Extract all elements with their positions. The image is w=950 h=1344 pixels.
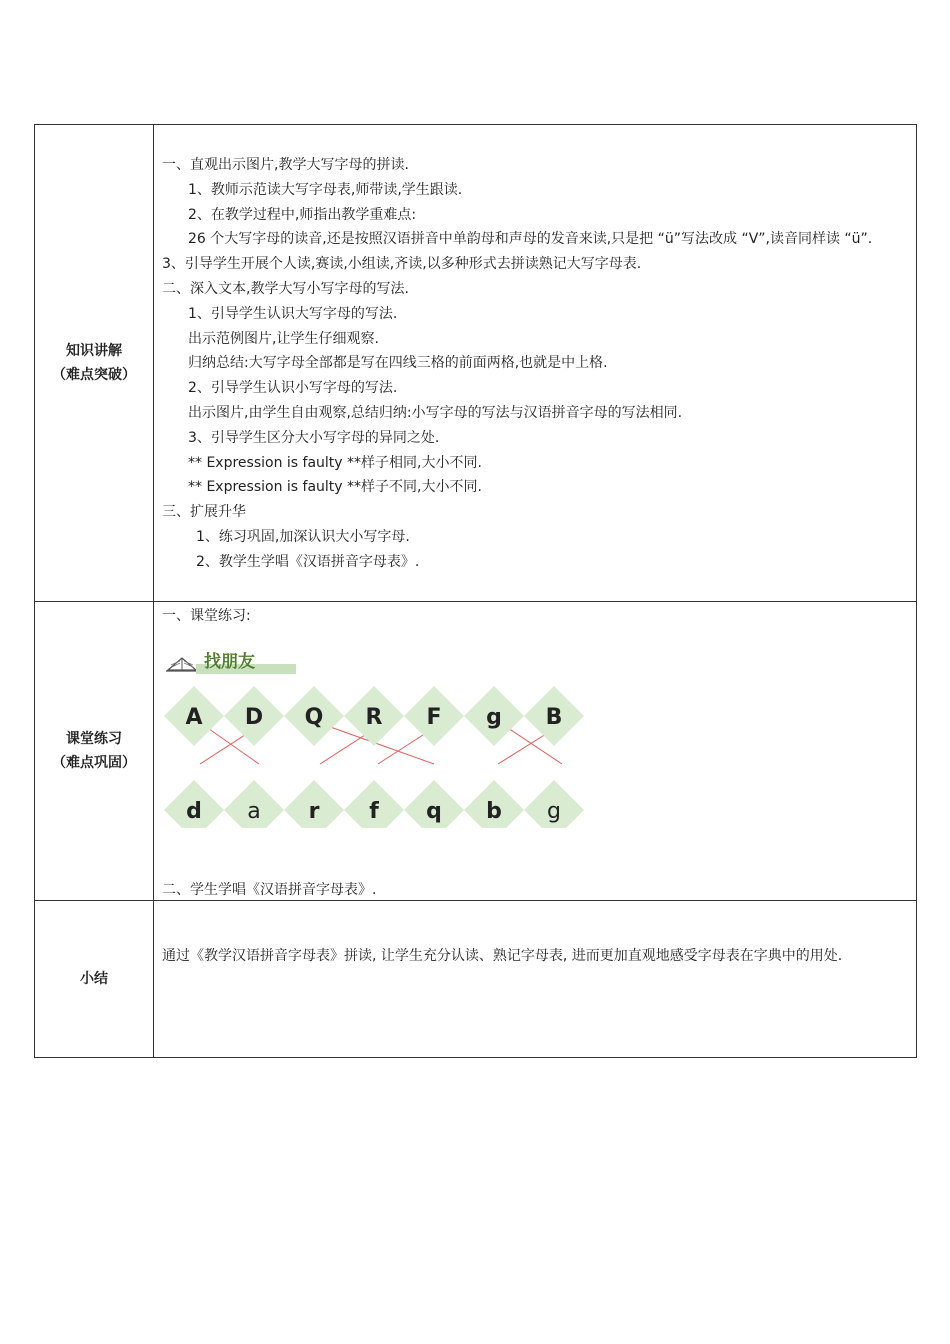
- diamond-top[interactable]: [164, 686, 224, 746]
- book-icon: [166, 658, 198, 671]
- text-line: 归纳总结:大写字母全部都是写在四线三格的前面两格,也就是中上格.: [188, 355, 608, 372]
- diamond-bottom[interactable]: [284, 780, 344, 828]
- diamond-top[interactable]: [344, 686, 404, 746]
- text-line: 1、练习巩固,加深认识大小写字母.: [196, 528, 410, 545]
- row-knowledge: [35, 125, 917, 602]
- diamond-bottom[interactable]: [404, 780, 464, 828]
- lesson-table: [34, 124, 917, 1058]
- letter-a-lower: a: [247, 798, 261, 824]
- summary-text: 通过《教学汉语拼音字母表》拼读, 让学生充分认读、熟记字母表, 进而更加直观地感受字母表在字典中的用处.: [162, 947, 843, 964]
- letter-a-upper: A: [185, 704, 203, 730]
- text-line: 三、扩展升华: [162, 504, 246, 521]
- row-exercise: [35, 601, 917, 900]
- text-line: 出示图片,由学生自由观察,总结归纳:小写字母的写法与汉语拼音字母的写法相同.: [188, 404, 683, 421]
- text-line: 2、教学生学唱《汉语拼音字母表》.: [196, 553, 420, 570]
- label-line1: 知识讲解: [66, 342, 122, 359]
- row-summary: [35, 900, 917, 1057]
- text-line: 出示范例图片,让学生仔细观察.: [188, 330, 379, 347]
- diamond-top[interactable]: [404, 686, 464, 746]
- diamond-bottom[interactable]: [344, 780, 404, 828]
- text-line: 1、教师示范读大写字母表,师带读,学生跟读.: [188, 181, 463, 198]
- letter-d-lower: d: [186, 798, 202, 824]
- text-line: 一、直观出示图片,教学大写字母的拼读.: [162, 157, 409, 173]
- letter-b-upper: B: [545, 704, 563, 730]
- text-line: ** Expression is faulty **样子不同,大小不同.: [188, 479, 482, 496]
- text-line: 3、引导学生开展个人读,赛读,小组读,齐读,以多种形式去拼读熟记大写字母表.: [162, 256, 642, 273]
- diamond-top[interactable]: [524, 686, 584, 746]
- bottom-letters: [164, 780, 584, 828]
- diamond-bottom[interactable]: [164, 780, 224, 828]
- row-summary-content: [154, 900, 917, 1057]
- text-line: ** Expression is faulty **样子相同,大小不同.: [188, 454, 482, 471]
- row-exercise-label: [35, 601, 154, 900]
- text-line: 二、深入文本,教学大写小写字母的写法.: [162, 280, 409, 297]
- row-knowledge-label: [35, 125, 154, 602]
- letter-g-lower-bottom: g: [547, 798, 561, 824]
- text-line: 3、引导学生区分大小写字母的异同之处.: [188, 429, 440, 446]
- text-line: 1、引导学生认识大写字母的写法.: [188, 305, 398, 322]
- diamond-bottom[interactable]: [524, 780, 584, 828]
- letter-r-upper: R: [365, 704, 383, 730]
- letter-f-lower: f: [369, 798, 379, 824]
- diamond-top[interactable]: [284, 686, 344, 746]
- letter-d-upper: D: [244, 704, 264, 730]
- matching-exercise: [164, 638, 594, 828]
- label-line1: 课堂练习: [66, 730, 122, 747]
- text-line: 26 个大写字母的读音,还是按照汉语拼音中单韵母和声母的发音来读,只是把 “ü”写法改成 “V”,读音同样读 “ü”.: [188, 231, 873, 248]
- row-summary-label: 小结: [35, 900, 154, 1057]
- label-line2: （难点突破）: [52, 366, 136, 383]
- letter-g-lower-top: g: [486, 704, 502, 730]
- text-line: 2、引导学生认识小写字母的写法.: [188, 380, 398, 397]
- letter-f-upper: F: [426, 704, 442, 730]
- text-line: 2、在教学过程中,师指出教学重难点:: [188, 206, 417, 223]
- diamond-bottom[interactable]: [464, 780, 524, 828]
- letter-r-lower: r: [308, 798, 320, 824]
- row-knowledge-content: [154, 125, 917, 602]
- letter-q-upper: Q: [304, 704, 324, 730]
- exercise-title: 一、课堂练习:: [162, 607, 251, 624]
- banner-text: 找朋友: [204, 651, 255, 672]
- diamond-top[interactable]: [224, 686, 284, 746]
- diamond-bottom[interactable]: [224, 780, 284, 828]
- row-exercise-content: [154, 601, 917, 900]
- diamond-top[interactable]: [464, 686, 524, 746]
- exercise-footer: 二、学生学唱《汉语拼音字母表》.: [162, 881, 377, 898]
- letter-b-lower: b: [486, 798, 502, 824]
- letter-q-lower: q: [426, 798, 442, 824]
- label-line2: （难点巩固）: [52, 754, 136, 771]
